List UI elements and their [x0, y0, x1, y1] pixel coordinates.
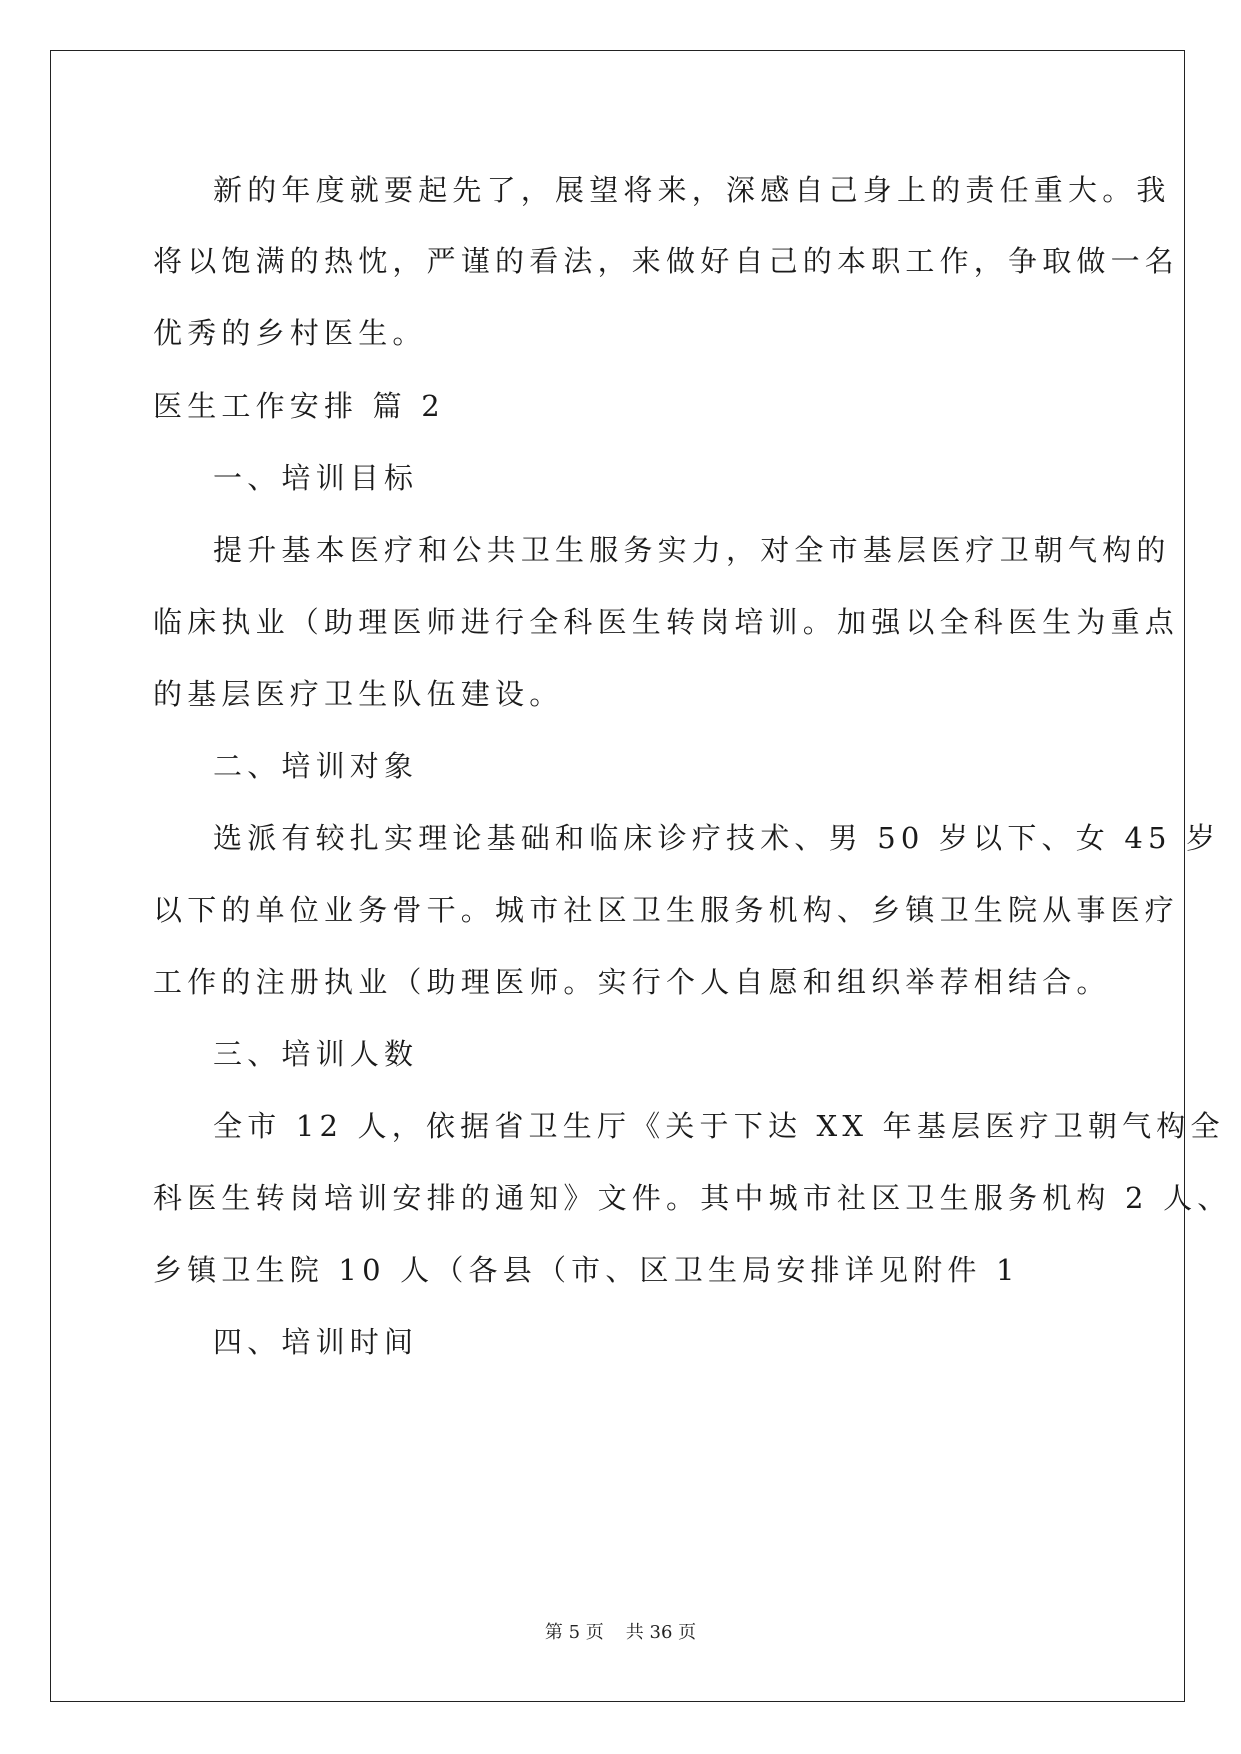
paragraph-line: 全市 12 人，依据省卫生厅《关于下达 XX 年基层医疗卫朝气构全 [213, 1109, 1225, 1143]
paragraph-line: 乡镇卫生院 10 人（各县（市、区卫生局安排详见附件 1 [153, 1253, 1020, 1287]
paragraph-line: 的基层医疗卫生队伍建设。 [153, 677, 564, 711]
paragraph-line: 选派有较扎实理论基础和临床诊疗技术、男 50 岁以下、女 45 岁 [213, 821, 1221, 855]
page-total: 共 36 页 [625, 1622, 697, 1643]
paragraph-line: 临床执业（助理医师进行全科医生转岗培训。加强以全科医生为重点 [153, 605, 1180, 639]
subsection-heading: 一、培训目标 [213, 461, 419, 495]
subsection-heading: 三、培训人数 [213, 1037, 419, 1071]
subsection-heading: 二、培训对象 [213, 749, 419, 783]
paragraph-line: 以下的单位业务骨干。城市社区卫生服务机构、乡镇卫生院从事医疗 [153, 893, 1180, 927]
section-heading: 医生工作安排 篇 2 [153, 389, 445, 423]
paragraph-line: 工作的注册执业（助理医师。实行个人自愿和组织举荐相结合。 [153, 965, 1111, 999]
paragraph-line: 提升基本医疗和公共卫生服务实力，对全市基层医疗卫朝气构的 [213, 533, 1171, 567]
subsection-heading: 四、培训时间 [213, 1325, 419, 1359]
paragraph-line: 将以饱满的热忱，严谨的看法，来做好自己的本职工作，争取做一名 [153, 244, 1180, 278]
paragraph-line: 优秀的乡村医生。 [153, 316, 427, 350]
page-number: 第 5 页 [544, 1622, 604, 1643]
paragraph-line: 科医生转岗培训安排的通知》文件。其中城市社区卫生服务机构 2 人、 [153, 1181, 1232, 1215]
paragraph-line: 新的年度就要起先了，展望将来，深感自己身上的责任重大。我 [213, 173, 1171, 207]
page-border [50, 50, 1185, 1702]
page-footer [0, 1618, 1241, 1644]
